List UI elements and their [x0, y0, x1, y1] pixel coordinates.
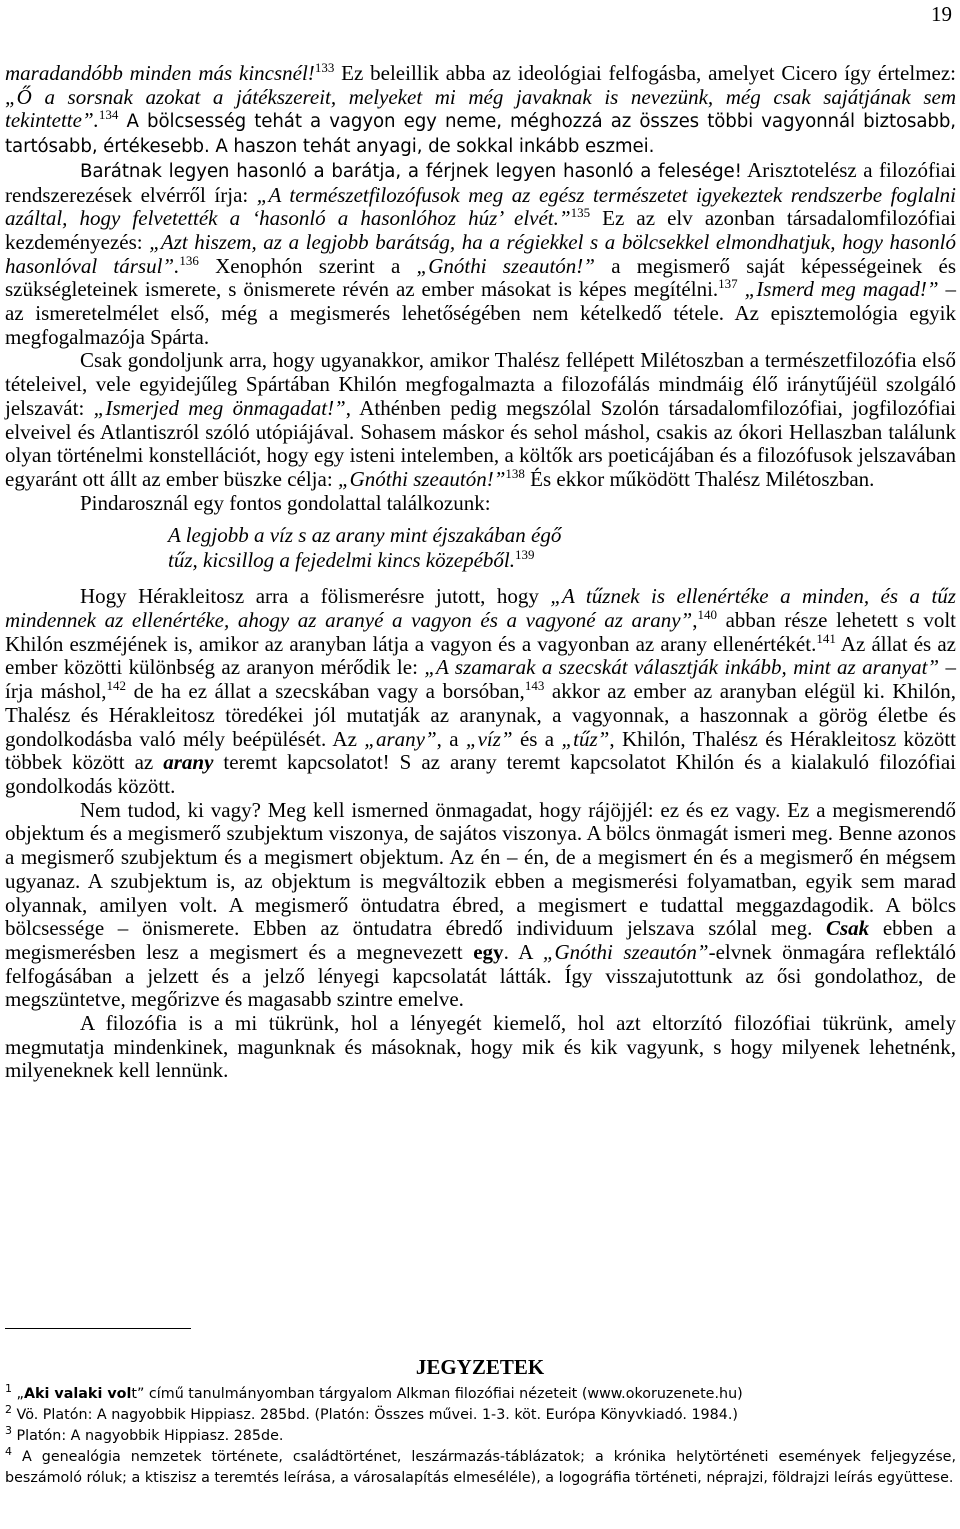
- quote: „A természetfilozófusok meg az egész természetet igyekeztek rendszerbe foglalni azáltal, hogy felvetették a ‘hasonló a hasonlóhoz húz’ elvét.”: [5, 182, 956, 231]
- footnote-ref: 143: [524, 678, 545, 694]
- text: Platón: A nagyobbik Hippiasz. 285de.: [12, 1428, 284, 1444]
- text: Ez beleillik abba az ideológiai felfogásba, amelyet Cicero így értelmez:: [334, 61, 956, 85]
- footnote-divider: [5, 1328, 191, 1329]
- poem-line-2: [168, 548, 956, 573]
- text: [738, 277, 745, 301]
- note-3: [5, 1426, 956, 1447]
- quote: „Ismerjed meg önmagadat!”: [93, 395, 346, 420]
- note-4: [5, 1447, 956, 1489]
- text: Az állat és az ember közötti különbség az aranyon mérődik le:: [5, 631, 957, 680]
- text: Nem tudod, ki vagy? Meg kell ismerned önmagadat, hogy rájöjjél: ez és ez vagy. Ez a megismerendő objektum és a megismerő szubjektum viszonya, de sajátos viszonya. A bölcs önmagát ismeri meg. Benne azonos a megismerő szubjektum és a megismert objektum. Az én – én, de a megismert én és a megismerő én mégsem ugyanaz. A szubjektum is, az objektum is megváltozik ebben a megismerési folyamatban, egyik sem marad olyannak, amilyen volt. A megismerő öntudatra ébred, a megismert e tudattal meggazdagodik. A bölcs bölcsessége – önismerete. Ebben az öntudatra ébredő individuum jelszava szólal meg.: [5, 797, 956, 941]
- text: a megismerő saját képességeinek és szükségleteinek ismerete, s önismerete révén az ember másokat is képes megítélni.: [5, 253, 957, 302]
- quote: „Gnóthi szeautón!”: [416, 253, 595, 278]
- body-text: [5, 62, 956, 1083]
- text: és a: [512, 726, 562, 751]
- quote: „Gnóthi szeautón”: [542, 939, 709, 964]
- note-number: 3: [5, 1424, 12, 1437]
- text: A genealógia nemzetek története, családtörténet, leszármazás-táblázatok; a krónika helytörténeti események feljegyzése, beszámoló róluk; a ktiszisz a teremtés leírása, a városalapítás elmeséléle), a logográfia történeti, néprajzi, földrajzi leírás együttese.: [5, 1449, 956, 1486]
- text: Hogy Hérakleitosz arra a fölismerésre jutott, hogy: [80, 584, 551, 609]
- footnote-ref: 141: [816, 630, 836, 646]
- text: teremt kapcsolatot! S az arany teremt kapcsolatot Khilón és a kialakuló filozófiai gondolkodás között.: [5, 750, 956, 798]
- quote: „Azt hiszem, az a legjobb barátság, ha a régiekkel s a bölcsekkel elmondhatjuk, hogy hasonló hasonlóval társul”.: [5, 229, 956, 278]
- quote: „Ismerd meg magad!”: [744, 277, 939, 302]
- quote: „Ő a sorsnak azokat a játékszereit, melyeket mi még javaknak is nevezünk, még csak sajátjának sem tekintette”.: [5, 84, 956, 133]
- footnote-ref: 138: [505, 465, 525, 481]
- quote: „víz”: [465, 726, 513, 751]
- notes-title: JEGYZETEK: [415, 1355, 545, 1379]
- footnote-ref: 142: [106, 678, 126, 694]
- note-number: 1: [5, 1382, 12, 1395]
- text: Csak gondoljunk arra, hogy ugyanakkor, amikor Thalész fellépett Milétoszban a természetfilozófia első tételeivel, vele egyidejűleg Spártában Khilón megfogalmazta a filozofálás mindmáig élő iránytűjéül szolgáló jelszavát:: [5, 348, 956, 420]
- text: – az ismeretelmélet első, még a megismerés lehetőségében nem kételkedő tétele. Az episztemológia egyik megfogalmazója Spárta.: [5, 277, 957, 349]
- note-1: [5, 1384, 956, 1405]
- poem-line-1: A legjobb a víz s az arany mint éjszakában égő: [168, 523, 562, 548]
- text: tűz, kicsillog a fejedelmi kincs közepéből.: [168, 548, 515, 573]
- emphasis: arany: [163, 750, 214, 775]
- footnote-ref: 140: [697, 607, 717, 623]
- text: , Athénben pedig megszólal Szolón társadalomfilozófiai, jogfilozófiai elveivel és Atlantiszról szóló utópiájával. Sohasem máskor és sehol máshol, csakis az ókori Hellaszban találunk olyan történelmi konstellációt, hogy egy isteni intelemben, a költők ars poeticájában és a filozófusok jelszavában egyaránt ott állt az ember büszke célja:: [5, 395, 956, 491]
- paragraph-6: [5, 799, 956, 1012]
- text: Vö. Platón: A nagyobbik Hippiasz. 285bd. (Platón: Összes művei. 1-3. köt. Európa Könyvkiadó. 1984.): [12, 1407, 738, 1423]
- emphasis: egy: [473, 939, 504, 964]
- footnote-ref: 135: [570, 205, 591, 221]
- quote: „Gnóthi szeautón!”: [337, 466, 506, 491]
- quote: „tűz”: [561, 726, 610, 751]
- notes-list: [5, 1384, 956, 1489]
- paragraph-4: Pindarosznál egy fontos gondolattal találkozunk:: [80, 490, 491, 515]
- paragraph-1: [5, 62, 956, 159]
- text: ,: [692, 608, 698, 633]
- emphasis: Csak: [826, 916, 870, 941]
- paragraph-3: [5, 349, 956, 491]
- text: Xenophón szerint a: [198, 253, 417, 278]
- footnote-ref: 134: [98, 107, 119, 123]
- text: És ekkor működött Thalész Milétoszban.: [524, 466, 875, 491]
- paragraph-5: [5, 585, 956, 798]
- poem-quote: [168, 523, 956, 573]
- text: – írja máshol,: [5, 655, 957, 704]
- paragraph-2: [5, 159, 956, 350]
- text: A bölcsesség tehát a vagyon egy neme, méghozzá az összes többi vagyonnál biztosabb, tartósabb, értékesebb. A haszon tehát anyagi, de sokkal inkább eszmei.: [5, 111, 956, 158]
- emphasis: Aki valaki vol: [23, 1386, 132, 1402]
- footnote-ref: 139: [515, 547, 535, 563]
- text: abban része lehetett s volt Khilón eszméjének is, amikor az aranyban látja a vagyon és a vagyonban az arany ellenértékét.: [5, 608, 956, 656]
- text: Barátnak legyen hasonló a barátja, a férjnek legyen hasonló a felesége!: [80, 160, 742, 182]
- quote: „A szamarak a szecskát választják inkább, mint az aranyat”: [424, 655, 940, 680]
- text: akkor az ember az aranyban elégül ki. Khilón, Thalész és Hérakleitosz töredékei jól mutatják az aranynak, a vagyonnak, a haszonnak a görög életbe és gondolkodásba való mély beépülését. Az: [5, 679, 956, 751]
- text: ebben a megismerésben lesz a megismert és a megnevezett: [5, 916, 956, 964]
- paragraph-7: A filozófia is a mi tükrünk, hol a lényegét kiemelő, hol azt eltorzító filozófiai tükrünk, amely megmutatja mindenkinek, magunknak és másoknak, hogy mik és kik vagyunk, s hogy milyenek lehetnénk, milyeneknek kell lennünk.: [5, 1011, 956, 1083]
- page-number: 19: [931, 2, 952, 26]
- footnote-ref: 136: [179, 252, 199, 268]
- text: „: [16, 1386, 24, 1402]
- quote: „arany”: [364, 726, 437, 751]
- text: Arisztotelész a filozófiai rendszerezések elvérről írja:: [5, 157, 956, 207]
- note-2: [5, 1405, 956, 1426]
- text: de ha ez állat a szecskában vagy a borsóban,: [125, 679, 525, 704]
- text: , Khilón, Thalész és Hérakleitosz között többek között az: [5, 726, 956, 775]
- footnote-ref: 137: [718, 276, 738, 292]
- text: , a: [436, 726, 466, 751]
- note-number: 2: [5, 1403, 12, 1416]
- quote: „A tűznek is ellenértéke a minden, és a tűz mindennek az ellenértéke, ahogy az aranyé a vagyon és a vagyoné az arany”: [5, 584, 956, 633]
- text: Ez az elv azonban társadalomfilozófiai kezdeményezés:: [5, 206, 956, 254]
- footnote-ref: 133: [314, 60, 335, 75]
- text: -elvnek önmagára reflektáló felfogásában a jelzett és a jelző lényegi kapcsolatát látták. Így visszajutottunk az ősi gondolathoz, de megszüntetve, megőrizve és magasabb szintre emelve.: [5, 939, 956, 1012]
- text: . A: [503, 939, 543, 964]
- note-number: 4: [5, 1445, 12, 1458]
- quote: maradandóbb minden más kincsnél!: [5, 61, 315, 85]
- text: t” című tanulmányomban tárgyalom Alkman filozófiai nézeteit (www.okoruzenete.hu): [131, 1386, 743, 1402]
